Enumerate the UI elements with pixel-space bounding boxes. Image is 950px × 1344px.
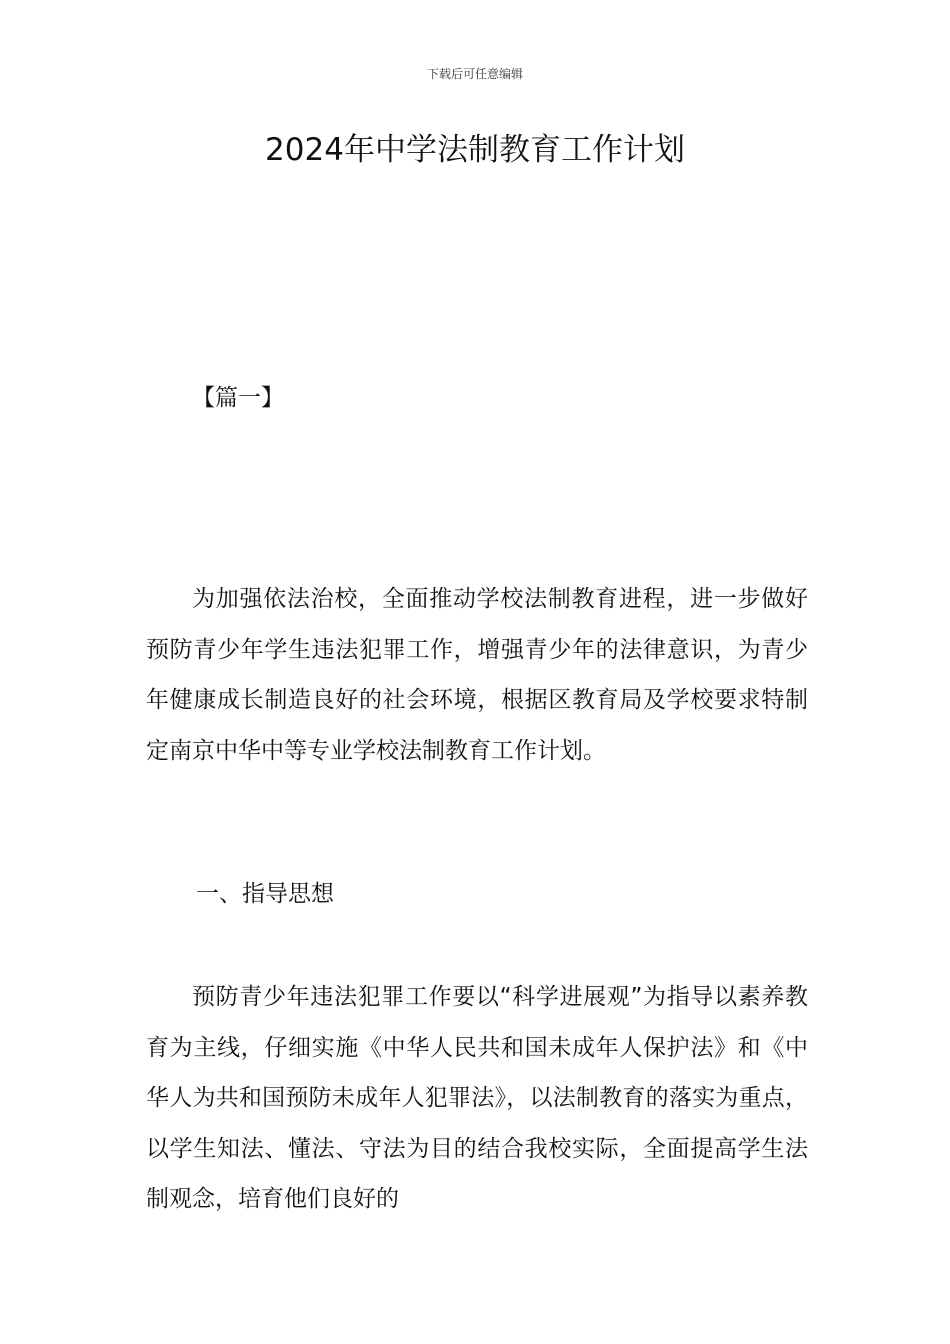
section-tag: 【篇一】 [192,385,284,411]
section-heading-guiding-thought: 一、指导思想 [196,881,334,907]
intro-paragraph: 为加强依法治校，全面推动学校法制教育进程，进一步做好预防青少年学生违法犯罪工作，增强青少年的法律意识，为青少年健康成长制造良好的社会环境，根据区教育局及学校要求特制定南京中华中等专业学校法制教育工作计划。 [146,586,808,764]
header-note: 下载后可任意编辑 [426,67,523,81]
document-title: 2024年中学法制教育工作计划 [265,132,685,168]
guiding-thought-paragraph: 预防青少年违法犯罪工作要以“科学进展观”为指导以素养教育为主线，仔细实施《中华人民共和国未成年人保护法》和《中华人为共和国预防未成年人犯罪法》，以法制教育的落实为重点，以学生知法、懂法、守法为目的结合我校实际，全面提高学生法制观念，培育他们良好的 [146,984,808,1212]
